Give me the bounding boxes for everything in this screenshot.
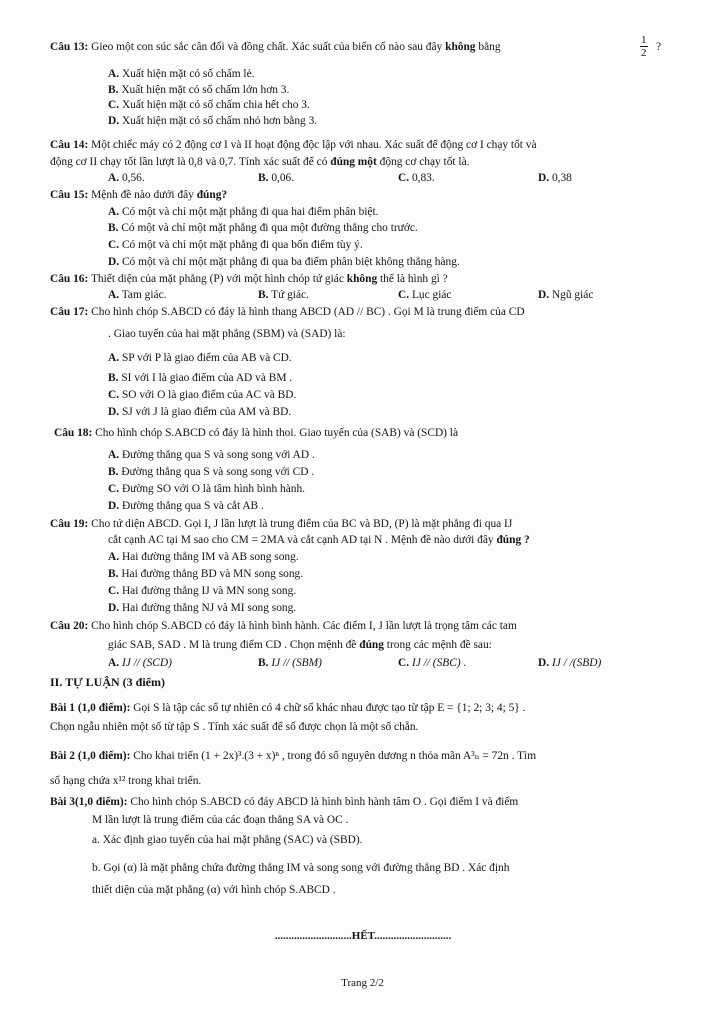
- bai3-part-b-line2: thiết diện của mặt phẳng (α) với hình chóp S.ABCD .: [92, 884, 336, 896]
- bai1-line1: Bài 1 (1,0 điểm): Gọi S là tập các số tự nhiên có 4 chữ số khác nhau được tạo từ tập E = {1; 2; 3; 4; 5} .: [50, 702, 526, 714]
- q16-emph: không: [346, 273, 378, 285]
- q14-stem-line2: động cơ II chạy tốt lần lượt là 0,8 và 0,7. Tính xác suất để có đúng một động cơ chạy tốt là.: [50, 156, 470, 168]
- q13-frac-den: 2: [641, 47, 647, 59]
- section-title-essay: II. TỰ LUẬN (3 điểm): [50, 675, 166, 689]
- q19-label: Câu 19:: [50, 518, 89, 530]
- q13-option-b: B. Xuất hiện mặt có số chấm lớn hơn 3.: [108, 84, 290, 96]
- q20-option-d: D. IJ / /(SBD): [538, 657, 602, 669]
- bai1-line2: Chọn ngẫu nhiên một số từ tập S . Tính xác suất để số được chọn là một số chẵn.: [50, 721, 419, 733]
- q13-option-d: D. Xuất hiện mặt có số chấm nhỏ hơn bằng 3.: [108, 115, 318, 127]
- q17-option-d: D. SJ với J là giao điểm của AM và BD.: [108, 406, 292, 418]
- q17-option-a: A. SP với P là giao điểm của AB và CD.: [108, 352, 292, 364]
- q14-emph: đúng một: [330, 156, 377, 168]
- q18-option-b: B. Đường thẳng qua S và song song với CD .: [108, 466, 315, 478]
- q19-option-b: B. Hai đường thẳng BD và MN song song.: [108, 568, 304, 580]
- q19-stem-line2: cắt cạnh AC tại M sao cho CM = 2MA và cắt cạnh AD tại N . Mệnh đề nào dưới đây đúng ?: [108, 534, 530, 546]
- q17-option-c: C. SO với O là giao điểm của AC và BD.: [108, 389, 297, 401]
- q14-option-d: D. 0,38: [538, 172, 572, 184]
- q19-option-a: A. Hai đường thẳng IM và AB song song.: [108, 551, 299, 563]
- q19-option-c: C. Hai đường thẳng IJ và MN song song.: [108, 585, 297, 597]
- q13-stem: [50, 41, 501, 54]
- q14-label: Câu 14:: [50, 139, 89, 151]
- q15-stem: Câu 15: Mệnh đề nào dưới đây đúng?: [50, 189, 228, 201]
- end-mark: ............................HẾT............................: [274, 930, 452, 942]
- page-number: Trang 2/2: [341, 977, 384, 989]
- bai2-line2: số hạng chứa x¹² trong khai triển.: [50, 775, 202, 787]
- q20-label: Câu 20:: [50, 620, 89, 632]
- bai3-part-a: a. Xác định giao tuyến của hai mặt phẳng (SAC) và (SBD).: [92, 834, 363, 846]
- bai3-label: Bài 3(1,0 điểm):: [50, 796, 128, 808]
- q16-option-b: B. Tứ giác.: [258, 289, 309, 301]
- q20-option-a: A. IJ // (SCD): [108, 657, 172, 669]
- q18-stem: Câu 18: Cho hình chóp S.ABCD có đáy là hình thoi. Giao tuyến của (SAB) và (SCD) là: [54, 427, 459, 439]
- q14-option-a: A. 0,56.: [108, 172, 145, 184]
- q13-fraction: [640, 34, 648, 59]
- q18-option-c: C. Đường SO với O là tâm hình bình hành.: [108, 483, 305, 495]
- bai2-label: Bài 2 (1,0 điểm):: [50, 750, 131, 762]
- q16-option-a: A. Tam giác.: [108, 289, 167, 301]
- q19-option-d: D. Hai đường thẳng NJ và MI song song.: [108, 602, 297, 614]
- q20-stem-line2: giác SAB, SAD . M là trung điểm CD . Chọn mệnh đề đúng trong các mệnh đề sau:: [108, 639, 492, 651]
- q17-stem-line1: Câu 17: Cho hình chóp S.ABCD có đáy là hình thang ABCD (AD // BC) . Gọi M là trung điểm của CD: [50, 306, 525, 318]
- q16-stem: Câu 16: Thiết diện của mặt phẳng (P) với một hình chóp tứ giác không thể là hình gì ?: [50, 273, 448, 285]
- q19-stem-line1: Câu 19: Cho tứ diện ABCD. Gọi I, J lần lượt là trung điểm của BC và BD, (P) là mặt phẳng đi qua IJ: [50, 518, 513, 530]
- q15-option-b: B. Có một và chỉ một mặt phẳng đi qua một đường thẳng cho trước.: [108, 222, 418, 234]
- q16-label: Câu 16:: [50, 273, 89, 285]
- q18-option-a: A. Đường thẳng qua S và song song với AD .: [108, 449, 315, 461]
- q19-emph: đúng ?: [496, 534, 530, 546]
- q13-option-c: C. Xuất hiện mặt có số chấm chia hết cho 3.: [108, 99, 310, 111]
- q18-label: Câu 18:: [54, 427, 93, 439]
- q15-option-a: A. Có một và chỉ một mặt phẳng đi qua hai điểm phân biệt.: [108, 206, 379, 218]
- q16-option-c: C. Lục giác: [398, 289, 452, 301]
- q16-option-d: D. Ngũ giác: [538, 289, 594, 301]
- q13-option-a: A. Xuất hiện mặt có số chấm lẻ.: [108, 68, 255, 80]
- q20-emph: đúng: [359, 639, 384, 651]
- bai1-label: Bài 1 (1,0 điểm):: [50, 702, 131, 714]
- q17-option-b: B. SI với I là giao điểm của AD và BM .: [108, 372, 293, 384]
- bai3-line1: Bài 3(1,0 điểm): Cho hình chóp S.ABCD có đáy ABCD là hình bình hành tâm O . Gọi điểm I và điểm: [50, 796, 519, 808]
- q17-stem-line2: . Giao tuyến của hai mặt phẳng (SBM) và (SAD) là:: [108, 328, 346, 340]
- q13-text: Gieo một con súc sắc cân đối và đồng chất. Xác suất của biến cố nào sau đây: [91, 41, 443, 53]
- q13-text2: bằng: [478, 41, 501, 53]
- q15-option-d: D. Có một và chỉ một mặt phẳng đi qua ba điểm phân biệt không thẳng hàng.: [108, 256, 460, 268]
- bai2-line1: Bài 2 (1,0 điểm): Cho khai triển (1 + 2x)³.(3 + x)ⁿ , trong đó số nguyên dương n thỏa mãn A³ₙ = 72n . Tìm: [50, 750, 537, 762]
- q17-label: Câu 17:: [50, 306, 89, 318]
- q20-stem-line1: Câu 20: Cho hình chóp S.ABCD có đáy là hình bình hành. Các điểm I, J lần lượt là trọng tâm các tam: [50, 620, 517, 632]
- q14-option-b: B. 0,06.: [258, 172, 295, 184]
- q13-frac-num: 1: [641, 34, 647, 46]
- q15-label: Câu 15:: [50, 189, 89, 201]
- q14-option-c: C. 0,83.: [398, 172, 435, 184]
- bai3-part-b-line1: b. Gọi (α) là mặt phẳng chứa đường thẳng IM và song song với đường thẳng BD . Xác định: [92, 862, 510, 874]
- q13-label: Câu 13:: [50, 41, 89, 53]
- bai3-line2: M lần lượt là trung điểm của các đoạn thẳng SA và OC .: [92, 814, 349, 826]
- q18-option-d: D. Đường thẳng qua S và cắt AB .: [108, 500, 264, 512]
- q15-option-c: C. Có một và chỉ một mặt phẳng đi qua bốn điểm tùy ý.: [108, 239, 363, 251]
- q13-end: ?: [656, 41, 662, 53]
- q15-emph: đúng?: [196, 189, 228, 201]
- q20-option-b: B. IJ // (SBM): [258, 657, 322, 669]
- q13-emph: không: [445, 41, 476, 53]
- q14-stem-line1: Câu 14: Một chiếc máy có 2 động cơ I và II hoạt động độc lập với nhau. Xác suất để động cơ I chạy tốt và: [50, 139, 537, 151]
- q20-option-c: C. IJ // (SBC) .: [398, 657, 467, 669]
